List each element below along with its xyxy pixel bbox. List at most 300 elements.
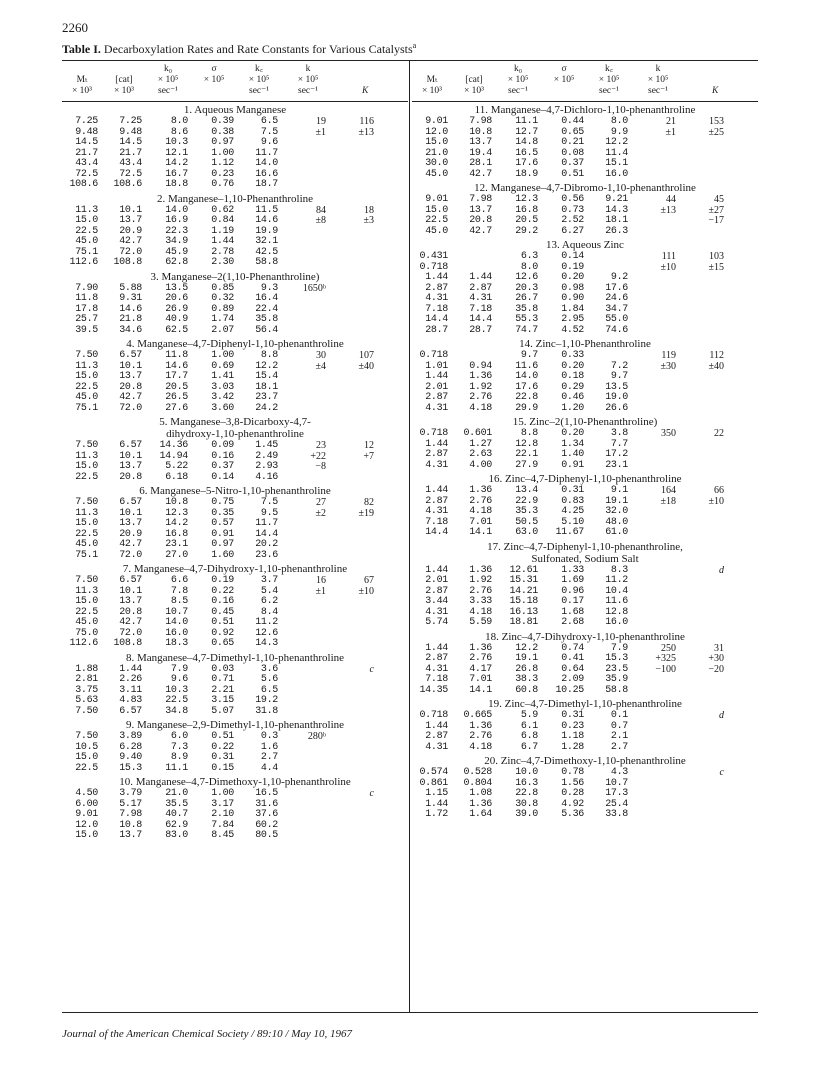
left-section: [62, 416, 408, 483]
table-row: [412, 800, 758, 811]
cell: 16.5: [515, 147, 538, 159]
cell: 6.2: [260, 596, 278, 607]
cell: 31.8: [255, 705, 278, 717]
cell: 1.34: [561, 438, 584, 450]
table-row: [412, 518, 758, 529]
cell: 6.7: [520, 741, 538, 753]
cell: 0.09: [211, 440, 234, 451]
cell: 20.3: [515, 282, 538, 294]
right-section: [412, 416, 758, 471]
cell: 0.51: [561, 168, 584, 180]
cell: 4.52: [561, 324, 584, 336]
cell: 5.63: [75, 695, 98, 706]
cell: 28.7: [469, 324, 492, 336]
cell: 11.7: [255, 147, 278, 159]
table-row: [62, 284, 408, 295]
cell: 0.22: [211, 741, 234, 753]
left-section: [62, 338, 408, 414]
table-row: [62, 831, 408, 842]
cell: 1.28: [561, 741, 584, 753]
cell: 0.718: [419, 428, 448, 439]
cell: 21.0: [165, 788, 188, 799]
cell: 0.28: [561, 788, 584, 799]
section-rate-constant: 1650ᵇ: [302, 282, 326, 294]
cell: 0.31: [211, 752, 234, 763]
cell: 14.2: [165, 158, 188, 169]
cell: 6.5: [260, 116, 278, 127]
cell: 0.38: [211, 126, 234, 138]
cell: 0.94: [469, 360, 492, 372]
cell: 0.96: [561, 585, 584, 597]
cell: 2.87: [425, 495, 448, 507]
cell: 22.5: [425, 215, 448, 226]
table-row: [62, 800, 408, 811]
cell: 3.79: [119, 788, 142, 799]
cell: 23.5: [605, 663, 628, 675]
cell: 15.0: [75, 518, 98, 529]
table-row: [412, 608, 758, 619]
cell: 23.7: [255, 392, 278, 403]
left-section: [62, 776, 408, 842]
cell: 1.44: [425, 485, 448, 496]
cell: 25.4: [605, 798, 628, 810]
cell: 1.60: [211, 549, 234, 561]
right-section: [412, 755, 758, 821]
cell: 1.20: [561, 402, 584, 414]
cell: 4.31: [469, 293, 492, 304]
cell: 13.7: [119, 215, 142, 226]
header-kc: k꜀ × 10⁵ sec⁻¹: [598, 64, 620, 96]
cell: 7.9: [170, 663, 188, 675]
cell: 16.9: [165, 215, 188, 226]
cell: 17.6: [605, 282, 628, 294]
table-row: [62, 696, 408, 707]
cell: 0.76: [211, 179, 234, 190]
cell: 7.01: [469, 674, 492, 685]
cell: 9.21: [605, 194, 628, 205]
cell: 1.56: [561, 777, 584, 789]
cell: 39.5: [75, 324, 98, 336]
cell: 42.7: [469, 225, 492, 237]
cell: 3.7: [260, 575, 278, 586]
right-table-body: [412, 104, 758, 821]
cell: 1.74: [211, 314, 234, 325]
cell: 13.5: [165, 282, 188, 294]
cell: 14.3: [605, 204, 628, 216]
table-row: [412, 372, 758, 383]
cell: 0.718: [419, 261, 448, 273]
cell: 10.3: [165, 684, 188, 696]
cell: 45.0: [75, 392, 98, 403]
cell: 27.6: [165, 402, 188, 414]
cell: 10.7: [165, 606, 188, 618]
cell: 16.8: [515, 204, 538, 216]
section-equilibrium-constant: 107 ±40: [358, 350, 374, 372]
cell: 0.1: [610, 710, 628, 721]
cell: 1.88: [75, 663, 98, 675]
cell: 3.33: [469, 596, 492, 607]
cell: 10.1: [119, 360, 142, 372]
cell: 15.4: [255, 371, 278, 382]
left-column: [62, 61, 408, 1012]
cell: 22.5: [75, 381, 98, 393]
cell: 32.1: [255, 236, 278, 247]
table-row: [62, 810, 408, 821]
cell: 2.26: [119, 674, 142, 685]
section-equilibrium-constant: 45 ±27 −17: [708, 194, 724, 226]
section-rate-constant: 44 ±13: [660, 194, 676, 216]
cell: 16.0: [165, 627, 188, 639]
cell: 15.0: [75, 371, 98, 382]
cell: 4.3: [610, 767, 628, 778]
cell: 0.861: [419, 777, 448, 789]
cell: 0.73: [561, 204, 584, 216]
header-K: K: [712, 86, 719, 96]
cell: 62.8: [165, 257, 188, 268]
table-row: [412, 810, 758, 821]
cell: 0.89: [211, 303, 234, 315]
cell: 1.69: [561, 575, 584, 586]
cell: 7.5: [260, 126, 278, 138]
cell: 21.7: [75, 147, 98, 159]
cell: 15.3: [119, 762, 142, 774]
cell: 14.4: [425, 314, 448, 325]
cell: 56.4: [255, 324, 278, 336]
left-header: [62, 61, 408, 102]
cell: 15.1: [605, 158, 628, 169]
cell: 80.5: [255, 830, 278, 841]
cell: 2.01: [425, 381, 448, 393]
header-k: k × 10⁵ sec⁻¹: [297, 64, 319, 96]
cell: 45.0: [425, 168, 448, 180]
cell: 2.87: [425, 653, 448, 664]
cell: 7.18: [425, 516, 448, 528]
cell: 2.21: [211, 684, 234, 696]
cell: 15.0: [425, 137, 448, 148]
cell: 5.59: [469, 617, 492, 628]
cell: 24.6: [605, 293, 628, 304]
table-row: [62, 530, 408, 541]
cell: 0.51: [211, 617, 234, 628]
cell: 0.14: [561, 251, 584, 262]
cell: 8.45: [211, 830, 234, 841]
cell: 0.98: [561, 282, 584, 294]
cell: 22.5: [75, 471, 98, 483]
table-row: [412, 315, 758, 326]
cell: 1.33: [561, 564, 584, 576]
cell: 16.8: [165, 528, 188, 540]
cell: 35.5: [165, 798, 188, 810]
cell: 50.5: [515, 516, 538, 528]
cell: 14.0: [255, 158, 278, 169]
cell: 4.18: [469, 606, 492, 618]
cell: 0.31: [561, 710, 584, 721]
cell: 61.0: [605, 527, 628, 538]
cell: 1.00: [211, 788, 234, 799]
table-row: [412, 450, 758, 461]
cell: 0.41: [561, 653, 584, 664]
section-title: 12. Manganese–4,7-Dibromo-1,10-phenanthroline: [474, 182, 696, 194]
cell: 14.0: [165, 617, 188, 628]
cell: 1.44: [425, 720, 448, 732]
table-row: [412, 675, 758, 686]
cell: 0.17: [561, 596, 584, 607]
cell: 14.5: [119, 137, 142, 148]
cell: 9.01: [75, 809, 98, 820]
table-row: [412, 170, 758, 181]
cell: 29.9: [515, 402, 538, 414]
cell: 0.35: [211, 507, 234, 519]
cell: 2.93: [255, 461, 278, 472]
left-section: [62, 563, 408, 650]
cell: 9.6: [170, 674, 188, 685]
section-rate-constant: 27 ±2: [315, 497, 326, 519]
cell: 1.36: [469, 564, 492, 576]
cell: 7.98: [469, 116, 492, 127]
cell: 11.8: [75, 293, 98, 304]
cell: 7.8: [170, 585, 188, 597]
cell: 6.57: [119, 575, 142, 586]
cell: 9.3: [260, 282, 278, 294]
cell: 31.6: [255, 798, 278, 810]
cell: 6.1: [520, 720, 538, 732]
cell: 0.32: [211, 293, 234, 304]
cell: 22.5: [75, 606, 98, 618]
section-equilibrium-constant: 22: [714, 428, 724, 439]
cell: 12.2: [255, 360, 278, 372]
cell: 0.69: [211, 360, 234, 372]
cell: 7.3: [170, 741, 188, 753]
cell: 40.9: [165, 314, 188, 325]
cell: 26.6: [605, 402, 628, 414]
cell: 63.0: [515, 527, 538, 538]
table-row: [62, 540, 408, 551]
cell: 13.7: [469, 137, 492, 148]
cell: 22.5: [75, 225, 98, 237]
table-row: [62, 237, 408, 248]
cell: 11.5: [255, 204, 278, 216]
cell: 8.0: [610, 116, 628, 127]
cell: 20.8: [119, 471, 142, 483]
cell: 13.5: [605, 381, 628, 393]
cell: 0.56: [561, 194, 584, 205]
table-row: [412, 507, 758, 518]
cell: 13.7: [469, 204, 492, 216]
cell: 39.0: [515, 809, 538, 820]
cell: 10.8: [165, 497, 188, 508]
cell: 1.68: [561, 606, 584, 618]
cell: 17.6: [515, 381, 538, 393]
table-row: [62, 618, 408, 629]
cell: 3.17: [211, 798, 234, 810]
cell: 27.9: [515, 459, 538, 471]
cell: 0.91: [561, 459, 584, 471]
cell: 8.3: [610, 564, 628, 576]
cell: 18.1: [255, 381, 278, 393]
cell: 4.18: [469, 506, 492, 517]
cell: 5.22: [165, 461, 188, 472]
table-row: [62, 149, 408, 160]
header-cat: [cat] × 10³: [113, 75, 135, 96]
cell: 0.44: [561, 116, 584, 127]
cell: 15.31: [509, 575, 538, 586]
table-row: [412, 722, 758, 733]
cell: 45.9: [165, 246, 188, 258]
cell: 75.1: [75, 549, 98, 561]
cell: 0.84: [211, 215, 234, 226]
cell: 35.3: [515, 506, 538, 517]
cell: 15.3: [605, 653, 628, 664]
cell: 13.4: [515, 485, 538, 496]
header-ko: k₀ × 10⁵ sec⁻¹: [157, 64, 179, 96]
cell: 1.44: [469, 272, 492, 283]
cell: 0.75: [211, 497, 234, 508]
cell: 13.7: [119, 596, 142, 607]
cell: 1.19: [211, 225, 234, 237]
journal-footer: Journal of the American Chemical Society / 89:10 / May 10, 1967: [62, 1028, 353, 1040]
cell: 10.1: [119, 450, 142, 462]
cell: 4.31: [425, 402, 448, 414]
cell: 9.40: [119, 752, 142, 763]
cell: 8.0: [170, 116, 188, 127]
cell: 19.4: [469, 147, 492, 159]
cell: 5.74: [425, 617, 448, 628]
cell: 7.50: [75, 350, 98, 361]
cell: 14.4: [255, 528, 278, 540]
cell: 43.4: [75, 158, 98, 169]
cell: 5.10: [561, 516, 584, 528]
cell: 22.5: [75, 762, 98, 774]
cell: 6.57: [119, 440, 142, 451]
section-title: 15. Zinc–2(1,10-Phenanthroline): [512, 416, 658, 428]
cell: 45.0: [75, 539, 98, 550]
cell: 10.0: [515, 767, 538, 778]
table-row: [412, 273, 758, 284]
cell: 40.7: [165, 809, 188, 820]
cell: 0.74: [561, 642, 584, 654]
cell: 25.7: [75, 314, 98, 325]
cell: 4.00: [469, 459, 492, 471]
cell: 2.49: [255, 450, 278, 462]
cell: 2.81: [75, 674, 98, 685]
cell: 30.0: [425, 158, 448, 169]
cell: 0.16: [211, 596, 234, 607]
section-equilibrium-constant: c: [719, 767, 724, 778]
cell: 9.01: [425, 116, 448, 127]
cell: 11.3: [75, 204, 98, 216]
cell: 5.88: [119, 282, 142, 294]
section-rate-constant: 280ᵇ: [307, 731, 326, 742]
cell: 7.9: [610, 642, 628, 654]
cell: 8.6: [170, 126, 188, 138]
cell: 12.61: [509, 564, 538, 576]
section-title: 10. Manganese–4,7-Dimethoxy-1,10-phenanthroline: [119, 776, 351, 788]
cell: 2.76: [469, 585, 492, 597]
cell: 15.0: [75, 830, 98, 841]
cell: 0.91: [211, 528, 234, 540]
cell: 23.1: [605, 459, 628, 471]
table-row: [412, 732, 758, 743]
cell: 7.50: [75, 575, 98, 586]
cell: 35.8: [255, 314, 278, 325]
cell: 9.9: [610, 126, 628, 138]
cell: 14.1: [469, 684, 492, 696]
cell: 6.57: [119, 705, 142, 717]
cell: 9.6: [260, 137, 278, 148]
cell: 42.7: [469, 168, 492, 180]
header-sigma: σ × 10⁵: [203, 64, 225, 85]
section-equilibrium-constant: 116 ±13: [358, 116, 374, 138]
cell: 72.5: [119, 168, 142, 180]
cell: 7.01: [469, 516, 492, 528]
cell: 2.76: [469, 495, 492, 507]
cell: 14.4: [425, 527, 448, 538]
cell: 14.0: [515, 371, 538, 382]
cell: 2.87: [425, 282, 448, 294]
section-equilibrium-constant: 103 ±15: [708, 251, 724, 273]
cell: 108.8: [113, 638, 142, 649]
right-section: [412, 104, 758, 180]
cell: 1.41: [211, 371, 234, 382]
cell: 2.68: [561, 617, 584, 628]
cell: 11.2: [255, 617, 278, 628]
cell: 14.5: [75, 137, 98, 148]
section-title: 13. Aqueous Zinc: [546, 239, 624, 251]
cell: 1.64: [469, 809, 492, 820]
left-section: [62, 104, 408, 191]
cell: 12.7: [515, 126, 538, 138]
cell: 11.1: [165, 762, 188, 774]
cell: 12.8: [515, 438, 538, 450]
cell: 12.3: [515, 194, 538, 205]
caption-footnote-mark: a: [412, 41, 417, 50]
cell: 2.52: [561, 215, 584, 226]
cell: 2.87: [425, 392, 448, 403]
cell: 0.665: [463, 710, 492, 721]
cell: 0.19: [561, 261, 584, 273]
cell: 7.18: [469, 303, 492, 315]
cell: 83.0: [165, 830, 188, 841]
cell: 4.50: [75, 788, 98, 799]
cell: 2.1: [610, 731, 628, 742]
header-sigma: σ × 10⁵: [553, 64, 575, 85]
cell: 60.2: [255, 819, 278, 831]
cell: 7.90: [75, 282, 98, 294]
right-section: [412, 631, 758, 697]
table-row: [62, 294, 408, 305]
cell: 2.76: [469, 392, 492, 403]
cell: 24.2: [255, 402, 278, 414]
cell: 0.29: [561, 381, 584, 393]
cell: 9.7: [520, 350, 538, 361]
cell: 10.1: [119, 204, 142, 216]
caption-label: Table I.: [62, 42, 101, 56]
cell: 0.97: [211, 539, 234, 550]
cell: 12.0: [425, 126, 448, 138]
cell: 26.3: [605, 225, 628, 237]
cell: 72.0: [119, 549, 142, 561]
cell: 7.18: [425, 303, 448, 315]
cell: 2.30: [211, 257, 234, 268]
cell: 14.3: [255, 638, 278, 649]
cell: 23.6: [255, 549, 278, 561]
cell: 13.7: [119, 518, 142, 529]
cell: 0.03: [211, 663, 234, 675]
cell: 4.31: [425, 506, 448, 517]
cell: 22.1: [515, 449, 538, 460]
cell: 2.10: [211, 809, 234, 820]
section-equilibrium-constant: 67 ±10: [358, 575, 374, 597]
